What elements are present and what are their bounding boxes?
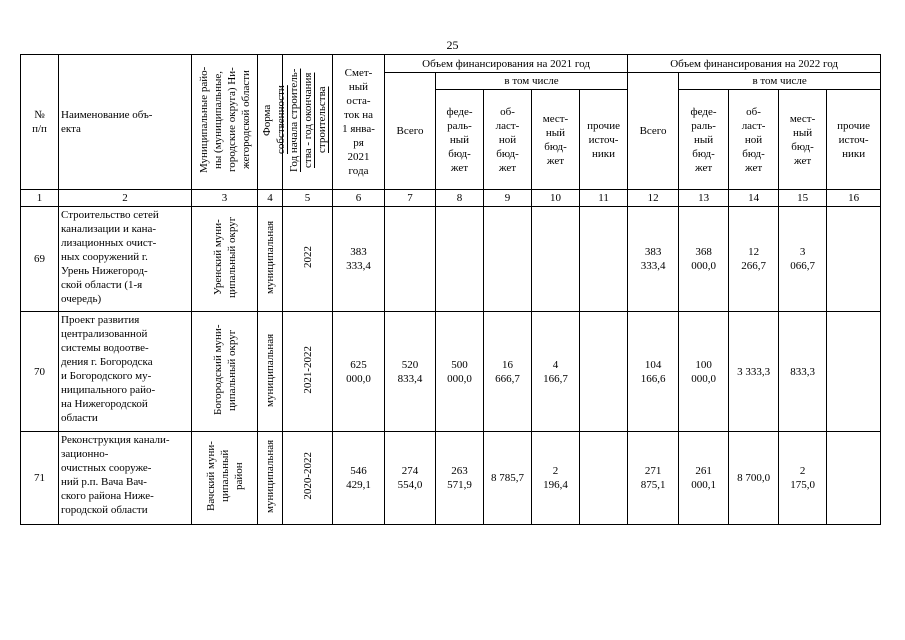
row-district: Богородский муни- ципальный округ	[211, 324, 238, 415]
header-district-cell	[192, 55, 258, 190]
header-ownership-line2: собственности	[275, 85, 287, 155]
row-years: 2021-2022	[301, 345, 314, 394]
row-total-2021	[385, 207, 436, 312]
row-total-2022: 271 875,1	[628, 432, 679, 525]
col-number: 5	[283, 190, 333, 207]
header-years-cell	[283, 55, 333, 190]
financing-table	[20, 54, 881, 525]
header-oth-2021: прочие источ- ники	[580, 90, 628, 190]
header-total-2022: Всего	[628, 73, 679, 190]
col-number: 10	[532, 190, 580, 207]
header-reg-2021: об- ласт- ной бюд- жет	[484, 90, 532, 190]
row-loc-2021: 2 196,4	[532, 432, 580, 525]
header-num: № п/п	[21, 55, 59, 190]
row-ownership-cell	[258, 312, 283, 432]
row-num: 70	[21, 312, 59, 432]
row-total-2022: 383 333,4	[628, 207, 679, 312]
col-number: 6	[333, 190, 385, 207]
row-ownership-cell	[258, 207, 283, 312]
col-number: 2	[59, 190, 192, 207]
column-number-row	[21, 190, 881, 207]
header-loc-2022: мест- ный бюд- жет	[779, 90, 827, 190]
row-fed-2021	[436, 207, 484, 312]
row-loc-2022: 2 175,0	[779, 432, 827, 525]
col-number: 12	[628, 190, 679, 207]
header-oth-2022: прочие источ- ники	[827, 90, 881, 190]
row-oth-2022	[827, 432, 881, 525]
header-balance: Смет- ный оста- ток на 1 янва- ря 2021 года	[333, 55, 385, 190]
row-years-cell	[283, 207, 333, 312]
header-years: Год начала строитель- ства - год окончания строительства	[287, 68, 328, 172]
header-incl-2021: в том числе	[436, 73, 628, 90]
row-reg-2022: 3 333,3	[729, 312, 779, 432]
col-number: 14	[729, 190, 779, 207]
row-name: Проект развития централизованной системы водоотве- дения г. Богородска и Богородского му- ниципального райо- на Нижегородской области	[59, 312, 192, 432]
row-balance: 546 429,1	[333, 432, 385, 525]
row-district: Вачский муни- ципальный район	[204, 441, 245, 511]
col-number: 16	[827, 190, 881, 207]
header-district: Муниципальные райо- ны (муниципальные, городские округа) Ни- жегородской области	[197, 66, 252, 174]
col-number: 1	[21, 190, 59, 207]
row-ownership-cell	[258, 432, 283, 525]
row-fed-2022: 368 000,0	[679, 207, 729, 312]
row-name: Реконструкция канали- зационно- очистных сооруже- ний р.п. Вача Вач- ского района Ниже- городской области	[59, 432, 192, 525]
row-years: 2020-2022	[301, 452, 314, 500]
row-ownership: муниципальная	[264, 439, 276, 513]
header-incl-2022: в том числе	[679, 73, 881, 90]
row-oth-2022	[827, 207, 881, 312]
table-row	[21, 207, 881, 312]
row-fed-2021: 263 571,9	[436, 432, 484, 525]
col-number: 11	[580, 190, 628, 207]
row-oth-2021	[580, 432, 628, 525]
header-ownership	[260, 56, 288, 184]
row-num: 71	[21, 432, 59, 525]
row-loc-2021: 4 166,7	[532, 312, 580, 432]
row-ownership: муниципальная	[264, 332, 276, 407]
header-ownership-cell	[258, 55, 287, 190]
col-number: 13	[679, 190, 729, 207]
header-name: Наименование объ- екта	[59, 55, 192, 190]
header-fed-2022: феде- раль- ный бюд- жет	[679, 90, 729, 190]
row-loc-2022: 833,3	[779, 312, 827, 432]
row-oth-2021	[580, 207, 628, 312]
row-name: Строительство сетей канализации и кана- лизационных очист- ных сооружений г. Урень Нижегород- ской области (1-я очередь)	[59, 207, 192, 312]
col-number: 9	[484, 190, 532, 207]
row-balance: 383 333,4	[333, 207, 385, 312]
row-total-2022: 104 166,6	[628, 312, 679, 432]
row-reg-2022: 12 266,7	[729, 207, 779, 312]
table-row	[21, 432, 881, 525]
col-number: 3	[192, 190, 258, 207]
page-number: 25	[446, 38, 459, 52]
header-fin-2022: Объем финансирования на 2022 год	[628, 55, 881, 73]
row-reg-2021: 8 785,7	[484, 432, 532, 525]
row-years-cell	[283, 312, 333, 432]
row-ownership: муниципальная	[264, 220, 276, 294]
col-number: 15	[779, 190, 827, 207]
row-balance: 625 000,0	[333, 312, 385, 432]
header-reg-2022: об- ласт- ной бюд- жет	[729, 90, 779, 190]
row-reg-2021	[484, 207, 532, 312]
row-district-cell	[192, 207, 258, 312]
header-fin-2021: Объем финансирования на 2021 год	[385, 55, 628, 73]
row-total-2021: 274 554,0	[385, 432, 436, 525]
row-total-2021: 520 833,4	[385, 312, 436, 432]
row-oth-2022	[827, 312, 881, 432]
row-oth-2021	[580, 312, 628, 432]
table-row	[21, 312, 881, 432]
row-years-cell	[283, 432, 333, 525]
row-reg-2022: 8 700,0	[729, 432, 779, 525]
col-number: 4	[258, 190, 283, 207]
row-num: 69	[21, 207, 59, 312]
header-row-1	[21, 55, 881, 73]
row-loc-2021	[532, 207, 580, 312]
row-fed-2022: 100 000,0	[679, 312, 729, 432]
row-district-cell	[192, 432, 258, 525]
row-district-cell	[192, 312, 258, 432]
header-loc-2021: мест- ный бюд- жет	[532, 90, 580, 190]
row-district: Уренский муни- ципальный округ	[211, 216, 238, 298]
row-reg-2021: 16 666,7	[484, 312, 532, 432]
row-years: 2022	[301, 246, 314, 268]
header-ownership-line1: Форма	[261, 104, 273, 136]
col-number: 7	[385, 190, 436, 207]
row-fed-2022: 261 000,1	[679, 432, 729, 525]
header-fed-2021: феде- раль- ный бюд- жет	[436, 90, 484, 190]
col-number: 8	[436, 190, 484, 207]
header-total-2021: Всего	[385, 73, 436, 190]
row-loc-2022: 3 066,7	[779, 207, 827, 312]
row-fed-2021: 500 000,0	[436, 312, 484, 432]
